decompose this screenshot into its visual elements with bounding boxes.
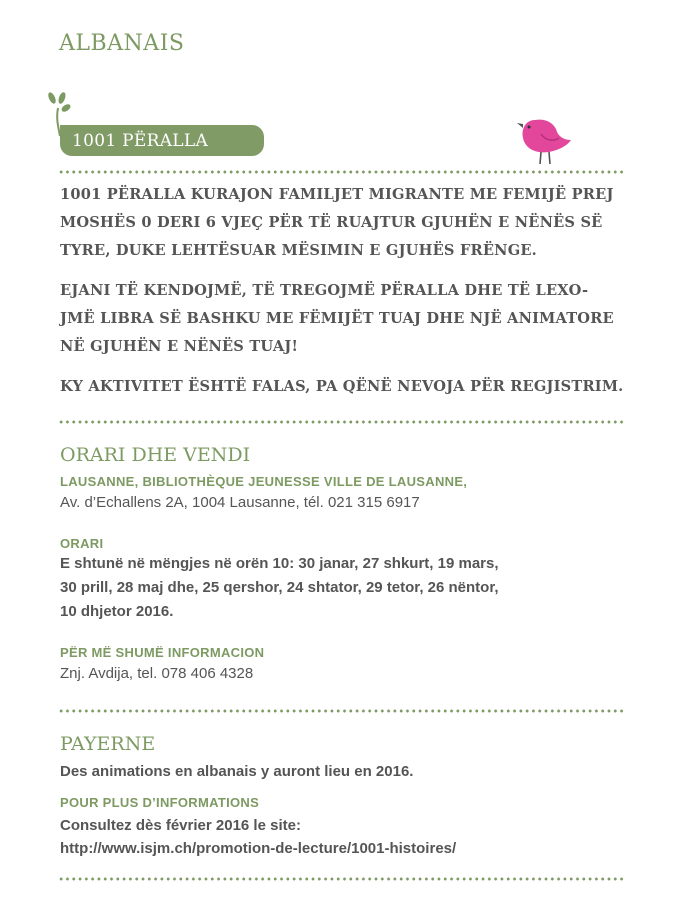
dotted-divider — [58, 420, 624, 424]
payerne-info-label: POUR PLUS D’INFORMATIONS — [60, 795, 260, 810]
dotted-divider — [58, 877, 624, 881]
payerne-text: Des animations en albanais y auront lieu en 2016. — [60, 763, 414, 780]
intro-line-6: NË GJUHËN E NËNËS TUAJ! — [60, 338, 299, 355]
intro-line-5: JMË LIBRA SË BASHKU ME FËMIJËT TUAJ DHE NJË ANIMATORE — [60, 310, 614, 327]
venue-address: Av. d’Echallens 2A, 1004 Lausanne, tél. 021 315 6917 — [60, 494, 420, 511]
pink-bird-icon — [515, 106, 575, 170]
payerne-section-title: PAYERNE — [60, 733, 156, 755]
intro-line-2: MOSHËS 0 DERI 6 VJEÇ PËR TË RUAJTUR GJUHËN E NËNËS SË — [60, 214, 603, 231]
intro-line-3: TYRE, DUKE LEHTËSUAR MËSIMIN E GJUHËS FRËNGE. — [60, 242, 537, 259]
intro-line-7: KY AKTIVITET ËSHTË FALAS, PA QËNË NEVOJA PËR REGJISTRIM. — [60, 378, 624, 395]
banner-label: 1001 PËRALLA — [72, 131, 209, 151]
dotted-divider — [58, 170, 624, 174]
dotted-divider — [58, 709, 624, 713]
schedule-section-title: ORARI DHE VENDI — [60, 444, 251, 466]
payerne-info-line-1: Consultez dès février 2016 le site: — [60, 817, 301, 834]
hours-line-1: E shtunë në mëngjes në orën 10: 30 janar, 27 shkurt, 19 mars, — [60, 555, 499, 572]
hours-line-3: 10 dhjetor 2016. — [60, 603, 174, 620]
venue-name: LAUSANNE, BIBLIOTHÈQUE JEUNESSE VILLE DE LAUSANNE, — [60, 474, 468, 489]
hours-line-2: 30 prill, 28 maj dhe, 25 qershor, 24 shtator, 29 tetor, 26 nëntor, — [60, 579, 499, 596]
payerne-info-url[interactable]: http://www.isjm.ch/promotion-de-lecture/1001-histoires/ — [60, 840, 457, 857]
info-contact: Znj. Avdija, tel. 078 406 4328 — [60, 665, 254, 682]
hours-label: ORARI — [60, 536, 104, 551]
intro-line-4: EJANI TË KENDOJMË, TË TREGOJMË PËRALLA DHE TË LEXO- — [60, 282, 589, 299]
intro-line-1: 1001 PËRALLA KURAJON FAMILJET MIGRANTE ME FEMIJË PREJ — [60, 186, 614, 203]
language-heading: ALBANAIS — [59, 31, 185, 56]
info-label: PËR MË SHUMË INFORMACION — [60, 645, 265, 660]
